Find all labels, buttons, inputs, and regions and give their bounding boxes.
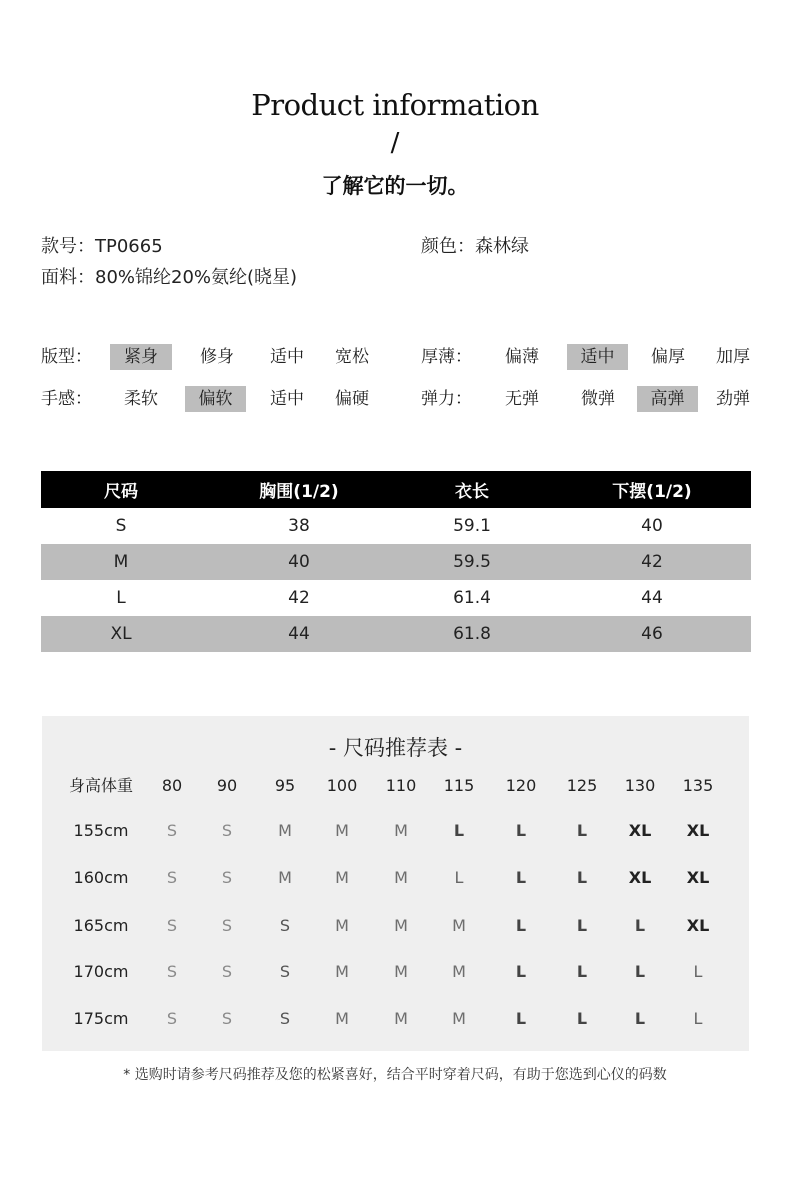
cell-length: 59.5 <box>453 552 491 572</box>
size-cell: S <box>279 1009 291 1028</box>
size-cell: L <box>515 1009 527 1028</box>
cell-size: XL <box>110 624 132 644</box>
size-cell: M <box>452 1009 466 1028</box>
height-row-175 <box>42 1006 749 1032</box>
weight-95: 95 <box>274 776 296 795</box>
height-row-160 <box>42 865 749 891</box>
attr-thickness-option-1: 偏薄 <box>505 347 539 367</box>
attr-feel-option-2: 偏软 <box>185 386 246 412</box>
height-label: 165cm <box>73 916 129 935</box>
cell-length: 61.8 <box>453 624 491 644</box>
size-cell: S <box>166 868 178 887</box>
weight-120: 120 <box>505 776 537 795</box>
size-table-header <box>41 471 751 508</box>
attr-feel-option-1: 柔软 <box>124 389 158 409</box>
weight-135: 135 <box>682 776 714 795</box>
size-cell: S <box>166 916 178 935</box>
weight-100: 100 <box>326 776 358 795</box>
size-cell: M <box>394 962 408 981</box>
size-cell: M <box>335 962 349 981</box>
attr-feel-option-4: 偏硬 <box>335 389 369 409</box>
size-cell: L <box>634 1009 646 1028</box>
attr-fit-option-4: 宽松 <box>335 347 369 367</box>
size-cell: L <box>515 821 527 840</box>
size-cell: S <box>166 1009 178 1028</box>
size-cell: M <box>394 868 408 887</box>
title-chinese: 了解它的一切。 <box>321 174 469 198</box>
size-cell: L <box>515 916 527 935</box>
size-cell: XL <box>628 868 652 887</box>
size-cell: XL <box>686 916 710 935</box>
height-row-155 <box>42 818 749 844</box>
cell-chest: 40 <box>288 552 310 572</box>
height-label: 170cm <box>73 962 129 981</box>
weight-130: 130 <box>624 776 656 795</box>
size-cell: XL <box>686 868 710 887</box>
size-cell: L <box>454 868 464 887</box>
size-row-l <box>41 580 751 616</box>
size-cell: M <box>335 1009 349 1028</box>
size-cell: L <box>576 1009 588 1028</box>
size-cell: S <box>221 868 233 887</box>
cell-size: L <box>116 588 126 608</box>
attr-fit-option-1: 紧身 <box>110 344 172 370</box>
cell-chest: 42 <box>288 588 310 608</box>
size-cell: M <box>335 868 349 887</box>
size-row-m <box>41 544 751 580</box>
cell-length: 59.1 <box>453 516 491 536</box>
attr-fit-row <box>0 344 790 370</box>
height-label: 175cm <box>73 1009 129 1028</box>
fabric-info: 面料：80%锦纶20%氨纶(晓星) <box>41 267 298 288</box>
height-label: 155cm <box>73 821 129 840</box>
attr-stretch-option-2: 微弹 <box>581 389 615 409</box>
size-cell: M <box>394 916 408 935</box>
size-table <box>41 471 751 652</box>
size-cell: L <box>515 962 527 981</box>
height-weight-corner: 身高体重 <box>68 776 133 795</box>
header-length: 衣长 <box>455 482 489 502</box>
size-cell: L <box>576 821 588 840</box>
size-cell: L <box>693 1009 703 1028</box>
attr-thickness-option-3: 偏厚 <box>651 347 685 367</box>
attr-fit-option-3: 适中 <box>270 347 304 367</box>
recommendation-title: - 尺码推荐表 - <box>328 736 463 760</box>
style-number: 款号：TP0665 <box>41 236 163 257</box>
size-cell: M <box>452 916 466 935</box>
size-recommendation-panel <box>42 716 749 1051</box>
size-cell: XL <box>628 821 652 840</box>
size-cell: M <box>394 1009 408 1028</box>
cell-chest: 38 <box>288 516 310 536</box>
attr-fit-label: 版型： <box>41 347 92 367</box>
size-cell: S <box>221 916 233 935</box>
cell-hem: 40 <box>641 516 663 536</box>
attr-feel-label: 手感： <box>41 389 92 409</box>
size-cell: S <box>279 962 291 981</box>
attr-fit-option-2: 修身 <box>200 347 234 367</box>
size-cell: L <box>576 916 588 935</box>
cell-hem: 44 <box>641 588 663 608</box>
size-cell: L <box>634 916 646 935</box>
size-row-xl <box>41 616 751 652</box>
size-cell: L <box>453 821 465 840</box>
size-cell: S <box>221 1009 233 1028</box>
height-row-165 <box>42 913 749 939</box>
attr-feel-row <box>0 386 790 412</box>
size-cell: L <box>576 868 588 887</box>
cell-size: S <box>115 516 127 536</box>
attr-feel-option-3: 适中 <box>270 389 304 409</box>
height-label: 160cm <box>73 868 129 887</box>
size-cell: S <box>166 821 178 840</box>
size-cell: M <box>335 821 349 840</box>
title-english: Product information <box>251 88 539 122</box>
size-cell: XL <box>686 821 710 840</box>
weight-header-row <box>42 773 749 799</box>
cell-length: 61.4 <box>453 588 491 608</box>
size-cell: M <box>452 962 466 981</box>
attr-thickness-option-2: 适中 <box>567 344 628 370</box>
weight-80: 80 <box>161 776 183 795</box>
size-cell: M <box>278 868 292 887</box>
size-cell: L <box>515 868 527 887</box>
attr-stretch-option-4: 劲弹 <box>716 389 750 409</box>
attr-stretch-label: 弹力： <box>421 389 472 409</box>
height-row-170 <box>42 959 749 985</box>
size-cell: M <box>335 916 349 935</box>
weight-125: 125 <box>566 776 598 795</box>
weight-110: 110 <box>385 776 417 795</box>
size-cell: L <box>634 962 646 981</box>
title-divider: / <box>390 128 400 158</box>
size-cell: L <box>693 962 703 981</box>
weight-115: 115 <box>443 776 475 795</box>
weight-90: 90 <box>216 776 238 795</box>
size-cell: S <box>279 916 291 935</box>
header-size: 尺码 <box>104 482 138 502</box>
sizing-note: * 选购时请参考尺码推荐及您的松紧喜好，结合平时穿着尺码，有助于您选到心仪的码数 <box>123 1067 667 1083</box>
cell-hem: 42 <box>641 552 663 572</box>
cell-chest: 44 <box>288 624 310 644</box>
size-cell: L <box>576 962 588 981</box>
size-cell: S <box>221 962 233 981</box>
size-cell: S <box>166 962 178 981</box>
cell-size: M <box>113 552 129 572</box>
attr-stretch-option-1: 无弹 <box>505 389 539 409</box>
attr-thickness-label: 厚薄： <box>421 347 472 367</box>
size-cell: M <box>394 821 408 840</box>
attr-thickness-option-4: 加厚 <box>716 347 750 367</box>
header-chest: 胸围(1/2) <box>259 482 339 502</box>
size-cell: M <box>278 821 292 840</box>
cell-hem: 46 <box>641 624 663 644</box>
attr-stretch-option-3: 高弹 <box>637 386 698 412</box>
header-hem: 下摆(1/2) <box>612 482 692 502</box>
size-cell: S <box>221 821 233 840</box>
color-info: 颜色：森林绿 <box>421 236 529 257</box>
size-row-s <box>41 508 751 544</box>
